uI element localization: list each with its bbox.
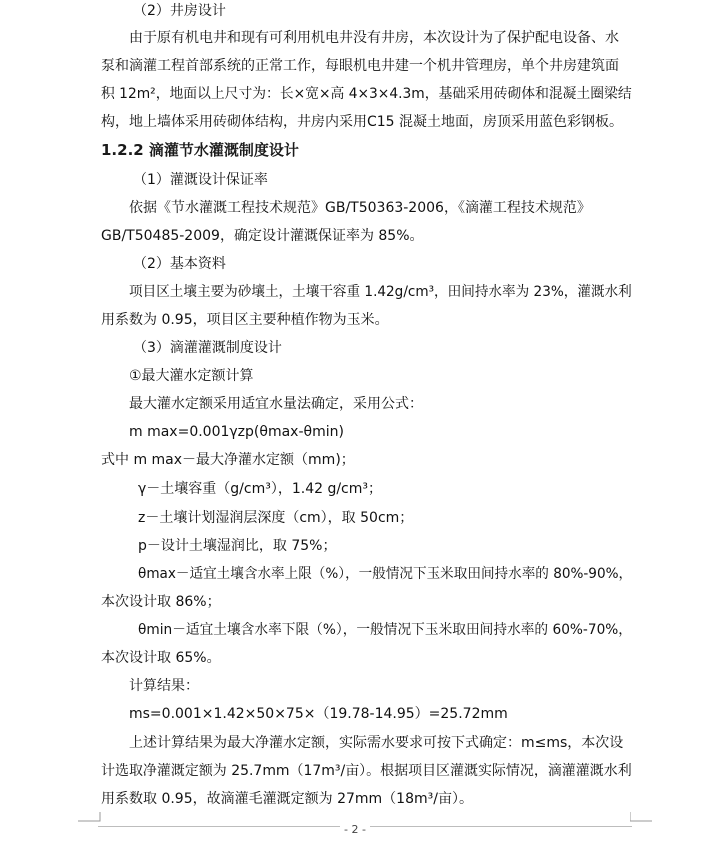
margin-corner-mark-right (630, 812, 654, 832)
variable-definition: 本次设计取 86%； (101, 594, 221, 610)
paragraph-line: 由于原有机电井和现有可利用机电井没有井房，本次设计为了保护配电设备、水 (129, 30, 619, 46)
paragraph-line: 计选取净灌溉定额为 25.7mm（17m³/亩）。根据项目区灌溉实际情况，滴灌灌溉水利 (101, 763, 632, 779)
variable-definition: z－土壤计划湿润层深度（cm），取 50cm； (138, 510, 414, 526)
paragraph-line: 项目区土壤主要为砂壤土，土壤干容重 1.42g/cm³，田间持水率为 23%，灌溉水利 (129, 284, 632, 300)
variable-definition: θmax－适宜土壤含水率上限（%），一般情况下玉米取田间持水率的 80%-90%， (138, 566, 633, 582)
subsection-heading: （3）滴灌灌溉制度设计 (133, 340, 282, 356)
paragraph-line: 用系数取 0.95，故滴灌毛灌溉定额为 27mm（18m³/亩）。 (101, 791, 473, 807)
item-heading: ①最大灌水定额计算 (129, 368, 254, 384)
paragraph-line: 泵和滴灌工程首部系统的正常工作，每眼机电井建一个机井管理房，单个井房建筑面 (101, 58, 619, 74)
variable-definition: 本次设计取 65%。 (101, 650, 221, 666)
section-heading: 1.2.2 滴灌节水灌溉制度设计 (101, 141, 299, 159)
result-formula: ms=0.001×1.42×50×75×（19.78-14.95）=25.72mm (129, 706, 508, 722)
variable-definition: γ－土壤容重（g/cm³），1.42 g/cm³； (138, 481, 383, 497)
page-number: - 2 - (340, 823, 370, 837)
result-heading: 计算结果： (129, 678, 199, 694)
formula: m max=0.001γzp(θmax-θmin) (129, 424, 344, 440)
paragraph-line: 积 12m²，地面以上尺寸为：长×宽×高 4×3×4.3m，基础采用砖砌体和混凝土圈梁结 (101, 86, 632, 102)
paragraph-line: 构，地上墙体采用砖砌体结构，井房内采用C15 混凝土地面，房顶采用蓝色彩钢板。 (101, 114, 624, 130)
variable-definition: p－设计土壤湿润比，取 75%； (138, 538, 337, 554)
variable-definition: θmin－适宜土壤含水率下限（%），一般情况下玉米取田间持水率的 60%-70%， (138, 622, 633, 638)
paragraph-line: 最大灌水定额采用适宜水量法确定，采用公式： (129, 396, 423, 412)
paragraph-line: 上述计算结果为最大净灌水定额，实际需水要求可按下式确定：m≤ms，本次设 (129, 735, 624, 751)
subsection-heading: （2）基本资料 (133, 256, 226, 272)
subsection-heading-well-house: （2）井房设计 (133, 3, 226, 19)
variable-definition: 式中 m max－最大净灌水定额（mm)； (101, 452, 355, 468)
subsection-heading: （1）灌溉设计保证率 (133, 172, 268, 188)
paragraph-line: 依据《节水灌溉工程技术规范》GB/T50363-2006，《滴灌工程技术规范》 (129, 200, 591, 216)
margin-corner-mark-left (78, 812, 102, 832)
paragraph-line: GB/T50485-2009，确定设计灌溉保证率为 85%。 (101, 228, 424, 244)
paragraph-line: 用系数为 0.95，项目区主要种植作物为玉米。 (101, 312, 389, 328)
